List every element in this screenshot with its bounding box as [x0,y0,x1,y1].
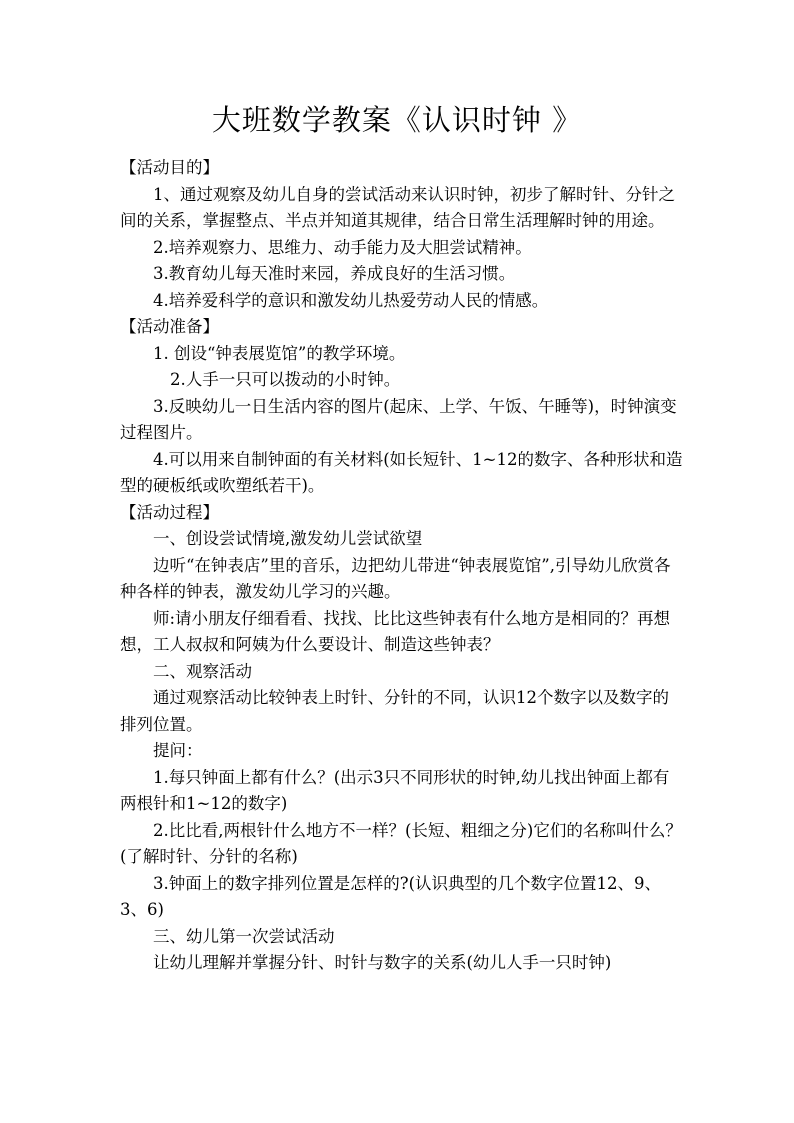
paragraph: 三、幼儿第一次尝试活动 [153,926,335,946]
paragraph: 二、观察活动 [153,661,252,681]
document-body [120,155,685,977]
paragraph: 提问： [153,741,203,760]
section-heading: 【活动目的】 [120,158,219,177]
section-heading: 【活动准备】 [120,317,219,336]
paragraph: 3.反映幼儿一日生活内容的图片(起床、上学、午饭、午睡等)，时钟演变过程图片。 [120,396,677,442]
paragraph: 边听“在钟表店”里的音乐，边把幼儿带进“钟表展览馆”,引导幼儿欣赏各种各样的钟表，激发幼儿学习的兴趣。 [120,555,671,601]
paragraph: 师:请小朋友仔细看看、找找、比比这些钟表有什么地方是相同的？再想想，工人叔叔和阿姨为什么要设计、制造这些钟表？ [120,608,671,654]
paragraph: 让幼儿理解并掌握分针、时针与数字的关系(幼儿人手一只时钟) [153,953,612,972]
paragraph: 1.每只钟面上都有什么？(出示3只不同形状的时钟,幼儿找出钟面上都有两根针和1~12的数字) [120,767,670,813]
paragraph: 2.人手一只可以拨动的小时钟。 [170,370,401,389]
paragraph: 2.培养观察力、思维力、动手能力及大胆尝试精神。 [153,237,532,257]
paragraph: 3.教育幼儿每天准时来园，养成良好的生活习惯。 [153,264,516,283]
paragraph: 4.可以用来自制钟面的有关材料(如长短针、1~12的数字、各种形状和造型的硬板纸或吹塑纸若干)。 [120,449,683,495]
paragraph: 4.培养爱科学的意识和激发幼儿热爱劳动人民的情感。 [153,290,549,310]
document-title: 大班数学教案《认识时钟 》 [211,103,583,137]
paragraph: 通过观察活动比较钟表上时针、分针的不同，认识12个数字以及数字的排列位置。 [120,688,669,734]
paragraph: 3.钟面上的数字排列位置是怎样的?(认识典型的几个数字位置12、9、3、6) [120,873,662,919]
paragraph: 2.比比看,两根针什么地方不一样？(长短、粗细之分)它们的名称叫什么？(了解时针、分针的名称) [120,820,682,866]
paragraph: 1. 创设“钟表展览馆”的教学环境。 [153,343,406,363]
section-heading: 【活动过程】 [120,502,219,522]
paragraph: 一、创设尝试情境,激发幼儿尝试欲望 [153,529,423,548]
paragraph: 1、通过观察及幼儿自身的尝试活动来认识时钟，初步了解时针、分针之间的关系，掌握整点、半点并知道其规律，结合日常生活理解时钟的用途。 [120,184,675,230]
